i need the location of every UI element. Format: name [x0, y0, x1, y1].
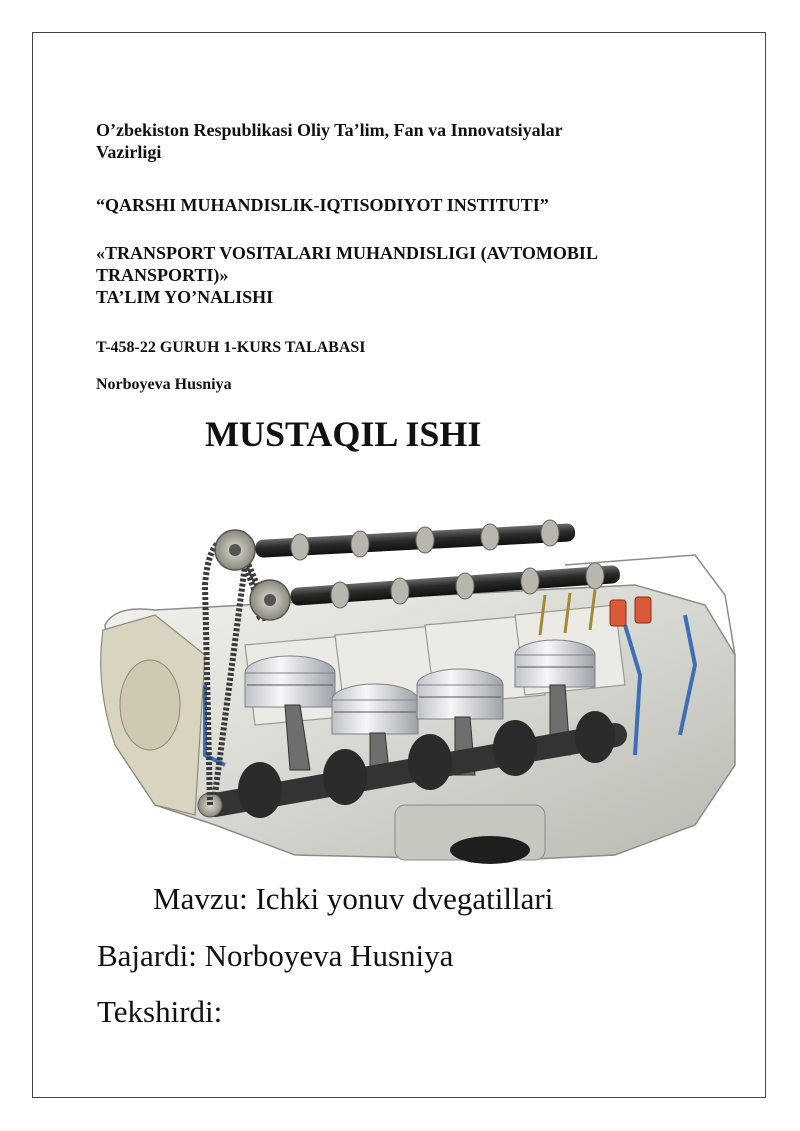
engine-cutaway-illustration [95, 505, 755, 865]
topic-line: Mavzu: Ichki yonuv dvegatillari [153, 881, 554, 916]
student-name: Norboyeva Husniya [96, 376, 232, 393]
study-direction: «TRANSPORT VOSITALARI MUHANDISLIGI (AVTOMOBIL TRANSPORTI)» TA’LIM YO’NALISHI [96, 243, 598, 307]
checked-by-line: Tekshirdi: [97, 994, 223, 1029]
student-group: T-458-22 GURUH 1-KURS TALABASI [96, 339, 366, 356]
performed-by-line: Bajardi: Norboyeva Husniya [97, 938, 454, 973]
document-title: MUSTAQIL ISHI [205, 414, 482, 454]
ministry-name: O’zbekiston Respublikasi Oliy Ta’lim, Fan va Innovatsiyalar Vazirligi [96, 120, 563, 162]
institute-name: “QARSHI MUHANDISLIK-IQTISODIYOT INSTITUTI” [96, 195, 549, 215]
